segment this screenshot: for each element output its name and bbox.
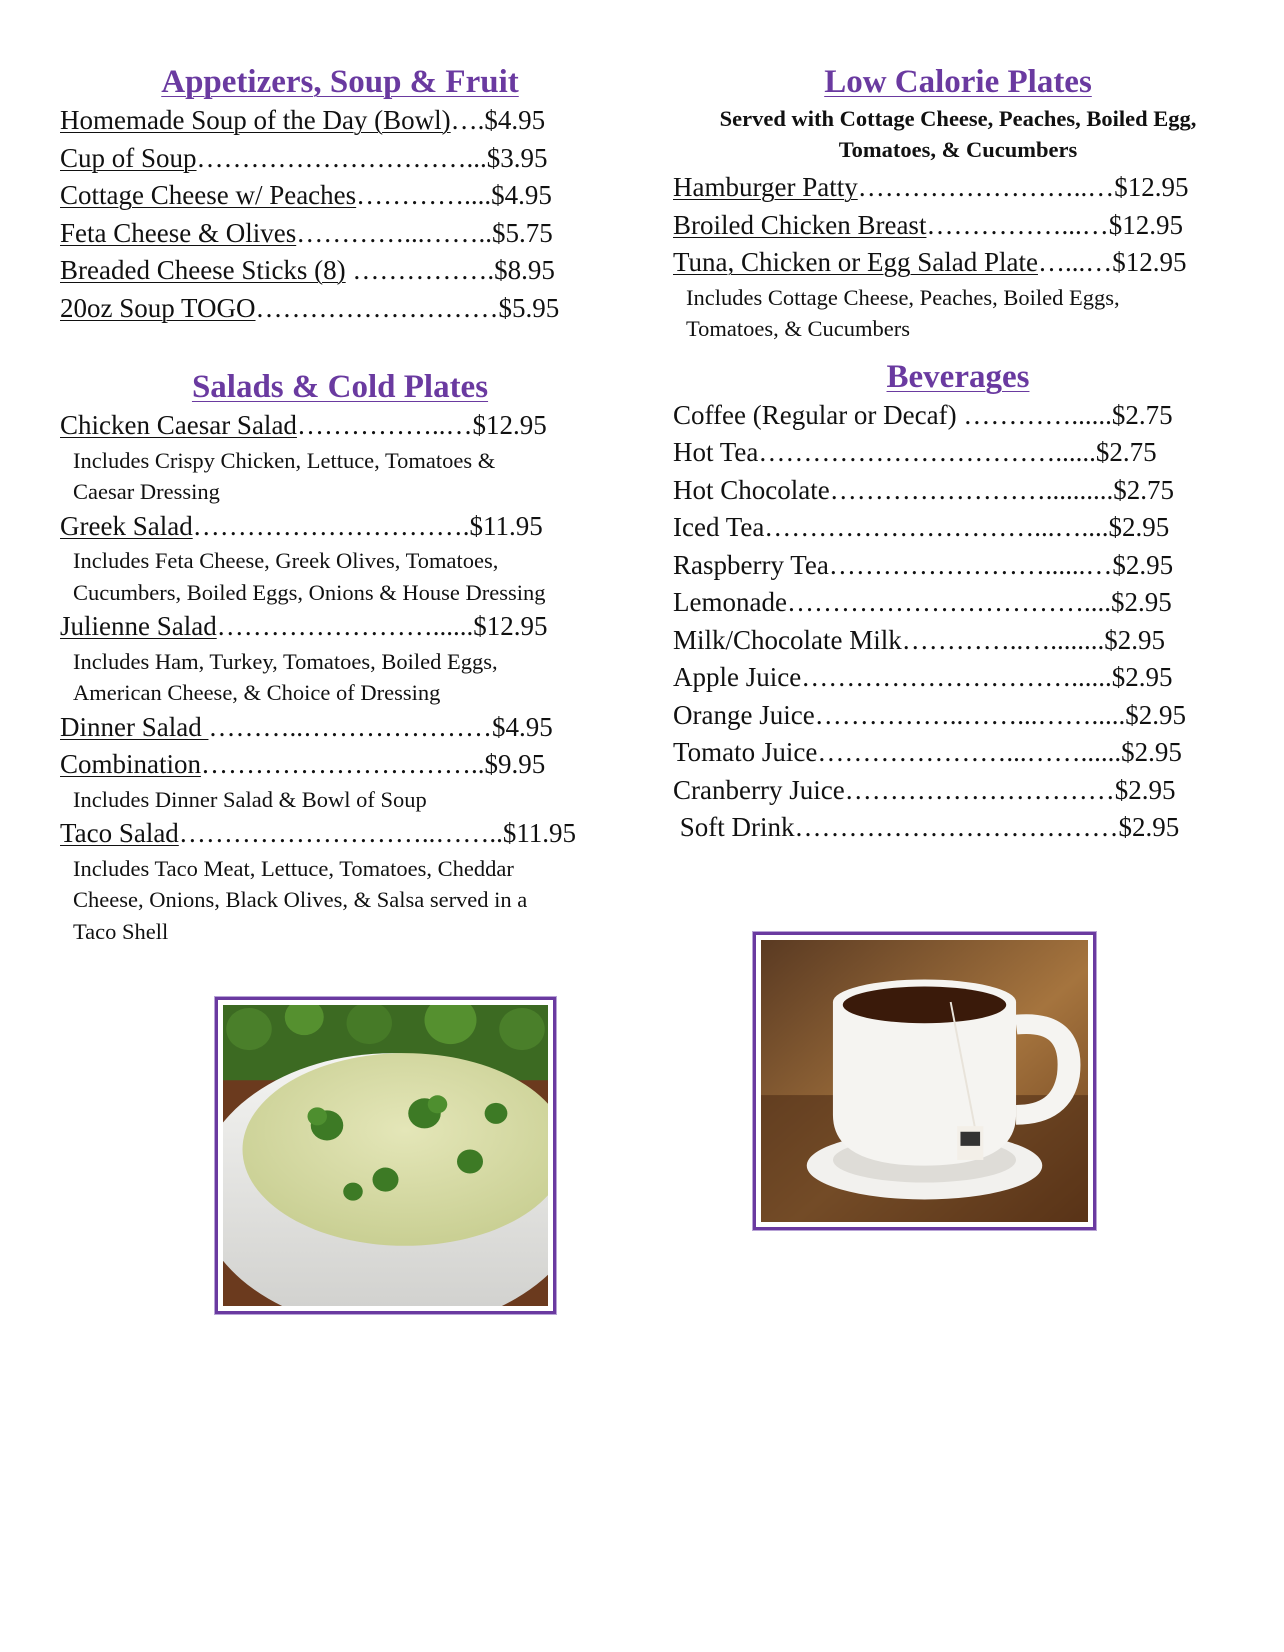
item-price: …………………………...…....$2.95 [764, 512, 1170, 542]
description-line: Tomatoes, & Cucumbers [686, 316, 911, 341]
item-name: Cottage Cheese w/ Peaches [60, 180, 357, 210]
description-line: Taco Shell [73, 918, 169, 944]
item-name: Apple Juice [673, 662, 802, 692]
menu-item [673, 472, 1243, 510]
item-name: Iced Tea [673, 512, 765, 542]
right-column [673, 62, 1243, 847]
description-line: Includes Crispy Chicken, Lettuce, Tomatoes & [73, 447, 496, 473]
item-price: ………………………….$11.95 [192, 510, 543, 541]
item-price: …………………...……......$2.95 [817, 737, 1182, 767]
menu-item [60, 140, 620, 178]
menu-item [673, 622, 1243, 660]
item-price: ……………..…$12.95 [296, 410, 547, 440]
item-price: ………..…………………$4.95 [208, 711, 553, 742]
menu-item [60, 608, 620, 646]
item-description [673, 282, 1243, 345]
appetizers-list [60, 102, 620, 327]
item-description [60, 853, 620, 948]
item-price: ……………...…$12.95 [926, 209, 1183, 240]
menu-item [673, 244, 1243, 282]
item-name: Homemade Soup of the Day (Bowl) [60, 105, 451, 135]
item-price: …………...……..$5.75 [296, 217, 553, 248]
low-calorie-title: Low Calorie Plates [824, 64, 1092, 100]
item-price: ……………………......$12.95 [216, 611, 548, 641]
item-price: ……………..……...…….....$2.95 [814, 699, 1186, 730]
item-price: ………………………………$2.95 [794, 812, 1180, 842]
item-price: …...…$12.95 [1037, 247, 1187, 277]
item-name: Cranberry Juice [673, 774, 845, 805]
item-name: Julienne Salad [60, 611, 217, 641]
item-price: ….$4.95 [450, 105, 546, 135]
menu-item [673, 434, 1243, 472]
item-price: ……………………………....$2.95 [786, 587, 1172, 617]
item-name: Hot Chocolate [673, 474, 830, 505]
description-line: American Cheese, & Choice of Dressing [73, 680, 441, 705]
item-name: Soft Drink [673, 812, 795, 842]
item-name: Taco Salad [60, 818, 179, 848]
menu-item [60, 215, 620, 253]
item-price: ……………………..........$2.75 [829, 474, 1174, 505]
item-price: …………..…........$2.95 [901, 624, 1165, 655]
item-name: Lemonade [673, 587, 787, 617]
item-description [60, 784, 620, 816]
item-name: Milk/Chocolate Milk [673, 624, 902, 655]
item-name: Raspberry Tea [673, 549, 829, 580]
item-price: …………………………......$2.95 [801, 662, 1173, 692]
menu-item [673, 809, 1243, 847]
menu-item [673, 169, 1243, 207]
menu-item [673, 547, 1243, 585]
item-price: …………………………...$3.95 [196, 142, 548, 173]
item-price: ………………………..……..$11.95 [178, 818, 577, 848]
item-name: Feta Cheese & Olives [60, 217, 297, 248]
menu-item [60, 102, 620, 140]
item-name: Hot Tea [673, 437, 759, 467]
low-calorie-subtitle [673, 104, 1243, 165]
item-price: …………….$8.95 [345, 255, 555, 285]
description-line: Includes Dinner Salad & Bowl of Soup [73, 786, 427, 812]
subtitle-line: Tomatoes, & Cucumbers [838, 136, 1078, 162]
item-price: ……………………………......$2.75 [758, 437, 1157, 467]
beverages-title: Beverages [886, 358, 1030, 395]
item-price: …………………………..$9.95 [201, 749, 546, 779]
item-price: ………………………$5.95 [255, 292, 560, 323]
menu-item [60, 407, 620, 445]
item-description [60, 545, 620, 608]
item-name: Hamburger Patty [673, 172, 858, 202]
item-price: ……………………..…$12.95 [857, 172, 1189, 202]
appetizers-title: Appetizers, Soup & Fruit [161, 64, 519, 100]
description-line: Includes Taco Meat, Lettuce, Tomatoes, Cheddar [73, 855, 514, 881]
menu-item [673, 397, 1243, 435]
item-name: Cup of Soup [60, 142, 197, 173]
menu-item [673, 772, 1243, 810]
item-description [60, 445, 620, 508]
item-name: Combination [60, 749, 201, 779]
menu-item [60, 746, 620, 784]
menu-item [60, 815, 620, 853]
description-line: Cucumbers, Boiled Eggs, Onions & House Dressing [73, 579, 546, 605]
description-line: Includes Ham, Turkey, Tomatoes, Boiled Eggs, [73, 648, 498, 674]
item-name: Tomato Juice [673, 737, 818, 767]
description-line: Includes Feta Cheese, Greek Olives, Tomatoes, [73, 548, 499, 573]
description-line: Includes Cottage Cheese, Peaches, Boiled Eggs, [686, 284, 1120, 310]
menu-item [60, 290, 620, 328]
item-name: 20oz Soup TOGO [60, 292, 256, 323]
left-column [60, 62, 620, 947]
item-price: …………......$2.75 [956, 399, 1173, 430]
item-name: Coffee (Regular or Decaf) [673, 399, 957, 430]
subtitle-line: Served with Cottage Cheese, Peaches, Boiled Egg, [719, 106, 1197, 131]
menu-item [673, 659, 1243, 697]
item-price: …………....$4.95 [356, 180, 552, 210]
item-description [60, 646, 620, 709]
item-name: Orange Juice [673, 699, 815, 730]
menu-item [60, 508, 620, 546]
menu-item [60, 177, 620, 215]
menu-item [60, 709, 620, 747]
low-calorie-list [673, 169, 1243, 345]
item-name: Tuna, Chicken or Egg Salad Plate [673, 247, 1038, 277]
menu-item [673, 697, 1243, 735]
salads-list [60, 407, 620, 947]
tea-photo [753, 932, 1096, 1230]
item-name: Dinner Salad [60, 711, 209, 742]
description-line: Caesar Dressing [73, 479, 220, 504]
beverages-list [673, 397, 1243, 847]
soup-photo [215, 997, 556, 1314]
menu-item [673, 207, 1243, 245]
item-price: …………………………$2.95 [844, 774, 1176, 805]
item-name: Broiled Chicken Breast [673, 209, 927, 240]
menu-item [673, 509, 1243, 547]
broccoli-soup-image [223, 1005, 548, 1306]
item-name: Greek Salad [60, 510, 193, 541]
item-name: Chicken Caesar Salad [60, 410, 297, 440]
menu-item [673, 734, 1243, 772]
menu-item [673, 584, 1243, 622]
item-price: ……………………......…$2.95 [828, 549, 1174, 580]
menu-item [60, 252, 620, 290]
description-line: Cheese, Onions, Black Olives, & Salsa served in a [73, 887, 528, 912]
item-name: Breaded Cheese Sticks (8) [60, 255, 346, 285]
salads-title: Salads & Cold Plates [191, 369, 489, 405]
hot-tea-image [761, 940, 1088, 1222]
